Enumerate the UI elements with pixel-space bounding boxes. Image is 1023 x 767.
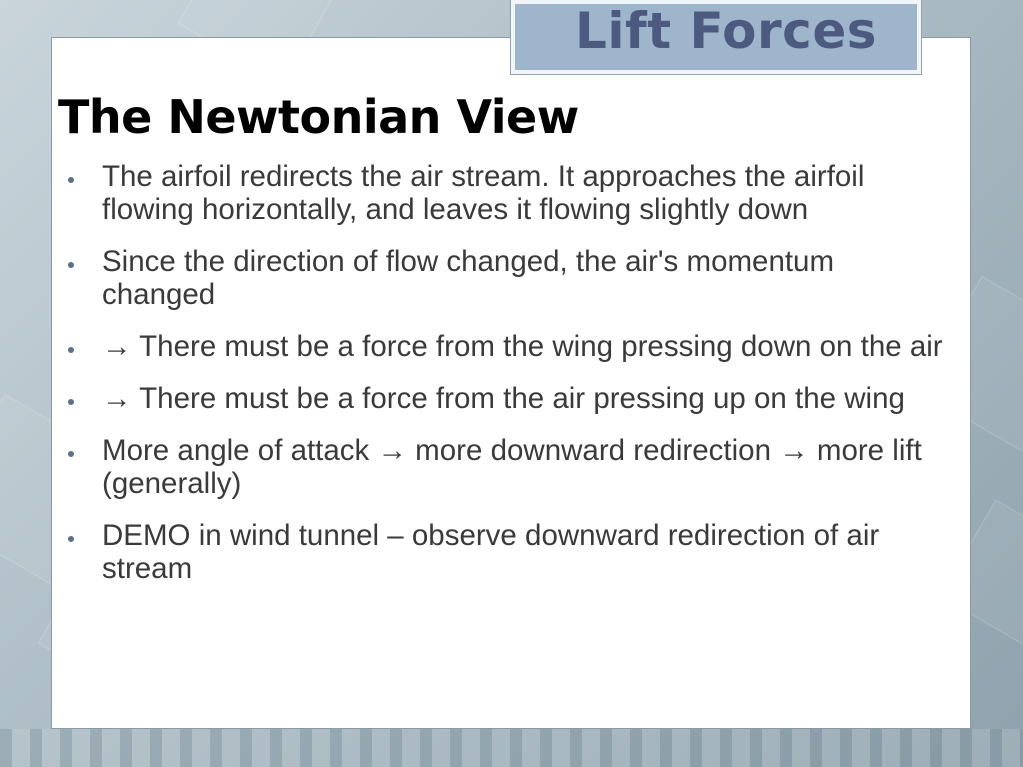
- bullet-list: [68, 160, 948, 604]
- bullet-text: DEMO in wind tunnel – observe downward redirection of air stream: [102, 519, 880, 585]
- title-tab-fill: [515, 4, 917, 70]
- bullet-dot-icon: [68, 536, 74, 542]
- bullet-dot-icon: [68, 451, 74, 457]
- bullet-text: More angle of attack → more downward redirection → more lift (generally): [102, 434, 922, 500]
- bullet-item: [68, 519, 948, 585]
- bullet-dot-icon: [68, 399, 74, 405]
- slide-title: Lift Forces: [574, 4, 877, 60]
- bullet-item: [68, 160, 948, 226]
- bullet-dot-icon: [68, 177, 74, 183]
- bullet-dot-icon: [68, 262, 74, 268]
- bullet-text: The airfoil redirects the air stream. It approaches the airfoil flowing horizontally, and leaves it flowing slightly down: [102, 160, 865, 226]
- bullet-item: [68, 434, 948, 500]
- slide-heading: The Newtonian View: [58, 90, 579, 144]
- background-bottom-strip: [0, 729, 1023, 767]
- bullet-item: [68, 245, 948, 311]
- bullet-item: [68, 330, 948, 363]
- bullet-text: Since the direction of flow changed, the air's momentum changed: [102, 245, 835, 311]
- bullet-text: → There must be a force from the wing pressing down on the air: [102, 330, 943, 363]
- bullet-dot-icon: [68, 347, 74, 353]
- title-tab: [510, 0, 922, 75]
- bullet-item: [68, 382, 948, 415]
- bullet-text: → There must be a force from the air pressing up on the wing: [102, 382, 905, 415]
